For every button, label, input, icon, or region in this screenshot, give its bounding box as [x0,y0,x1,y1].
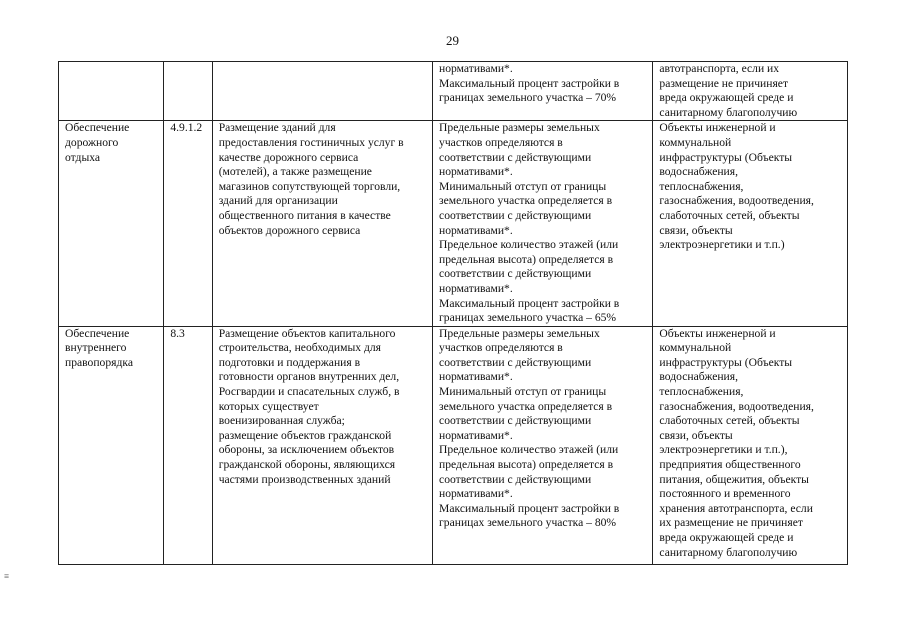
text-line: нормативами*. [439,281,513,295]
text-line: дорожного [65,135,119,149]
cell-description [212,121,432,326]
text-line: Минимальный отступ от границы [439,179,607,193]
text-line: соответствии с действующими [439,208,592,222]
text-line: газоснабжения, водоотведения, [659,194,814,208]
text-line: связи, объекты [659,428,733,442]
cell-description [212,62,432,121]
text-line: Обеспечение [65,326,130,340]
text-line: Росгвардии и спасательных служб, в [218,385,400,399]
cell-name [59,121,164,326]
text-line: зданий для организации [218,194,338,208]
text-line: границах земельного участка – 80% [439,516,617,530]
text-line: размещение не причиняет [659,76,789,90]
text-line: Предельные размеры земельных [439,121,600,135]
text-line: строительства, необходимых для [218,341,381,355]
text-line: инфраструктуры (Объекты [659,355,793,369]
text-line: Максимальный процент застройки в [439,501,620,515]
text-line: нормативами*. [439,370,513,384]
text-line: земельного участка определяется в [439,194,613,208]
text-line: Предельное количество этажей (или [439,238,619,252]
table-body [59,62,848,565]
text-line: объектов дорожного сервиса [218,223,361,237]
text-line: готовности органов внутренних дел, [218,370,400,384]
text-line: предприятия общественного [659,458,801,472]
text-line: соответствии с действующими [439,414,592,428]
text-line: питания, общежития, объекты [659,472,809,486]
text-line: автотранспорта, если их [659,62,780,75]
text-line: предоставления гостиничных услуг в [218,135,404,149]
text-line: границах земельного участка – 65% [439,311,617,325]
text-line: вреда окружающей среде и [659,91,794,105]
text-line: нормативами*. [439,428,513,442]
text-line: инфраструктуры (Объекты [659,150,793,164]
text-line: земельного участка определяется в [439,399,613,413]
text-line: теплоснабжения, [659,385,744,399]
text-line: обороны, за исключением объектов [218,443,395,457]
cell-code: 4.9.1.2 [164,121,212,326]
text-line: постоянного и временного [659,487,791,501]
text-line: Размещение объектов капитального [218,326,396,340]
text-line: подготовки и поддержания в [218,355,361,369]
land-use-table [58,61,848,565]
text-line: газоснабжения, водоотведения, [659,399,814,413]
text-line: соответствии с действующими [439,472,592,486]
text-line: участков определяются в [439,341,563,355]
text-line: общественного питания в качестве [218,208,391,222]
text-line: Объекты инженерной и [659,326,776,340]
text-line: соответствии с действующими [439,355,592,369]
text-line: нормативами*. [439,487,513,501]
table-row [59,62,848,121]
text-line: границах земельного участка – 70% [439,91,617,105]
text-line: размещение объектов гражданской [218,428,392,442]
cell-parameters [433,121,653,326]
text-line: коммунальной [659,135,732,149]
text-line: Обеспечение [65,121,130,135]
text-line: Максимальный процент застройки в [439,76,620,90]
text-line: слаботочных сетей, объекты [659,414,800,428]
text-line: коммунальной [659,341,732,355]
text-line: которых существует [218,399,319,413]
text-line: правопорядка [65,355,133,369]
text-line: внутреннего [65,341,127,355]
text-line: Предельные размеры земельных [439,326,600,340]
cell-parameters [433,326,653,564]
text-line: слаботочных сетей, объекты [659,208,800,222]
text-line: электроэнергетики и т.п.), [659,443,788,457]
cell-description [212,326,432,564]
table-row [59,121,848,326]
text-line: Объекты инженерной и [659,121,776,135]
text-line: качестве дорожного сервиса [218,150,359,164]
text-line: их размещение не причиняет [659,516,803,530]
text-line: частями производственных зданий [218,472,391,486]
text-line: участков определяются в [439,135,563,149]
text-line: электроэнергетики и т.п.) [659,238,785,252]
cell-name [59,326,164,564]
cell-infrastructure [653,121,848,326]
text-line: водоснабжения, [659,165,738,179]
table-row [59,326,848,564]
text-line: нормативами*. [439,62,513,75]
text-line: хранения автотранспорта, если [659,501,813,515]
text-line: (мотелей), а также размещение [218,165,372,179]
text-line: санитарному благополучию [659,545,798,559]
text-line: предельная высота) определяется в [439,252,614,266]
cell-code: 8.3 [164,326,212,564]
text-line: водоснабжения, [659,370,738,384]
cell-name [59,62,164,121]
text-line: вреда окружающей среде и [659,531,794,544]
text-line: теплоснабжения, [659,179,744,193]
margin-mark: ≡ [4,571,10,581]
text-line: Минимальный отступ от границы [439,385,607,399]
text-line: санитарному благополучию [659,105,798,119]
text-line: магазинов сопутствующей торговли, [218,179,401,193]
cell-code [164,62,212,121]
text-line: Размещение зданий для [218,121,336,135]
text-line: соответствии с действующими [439,267,592,281]
text-line: Предельное количество этажей (или [439,443,619,457]
cell-infrastructure [653,62,848,121]
cell-infrastructure [653,326,848,564]
text-line: отдыха [65,150,101,164]
text-line: связи, объекты [659,223,733,237]
text-line: нормативами*. [439,165,513,179]
text-line: гражданской обороны, являющихся [218,458,396,472]
text-line: военизированная служба; [218,414,345,428]
text-line: Максимальный процент застройки в [439,296,620,310]
page-number: 29 [446,33,459,48]
text-line: нормативами*. [439,223,513,237]
cell-parameters [433,62,653,121]
text-line: соответствии с действующими [439,150,592,164]
text-line: предельная высота) определяется в [439,458,614,472]
